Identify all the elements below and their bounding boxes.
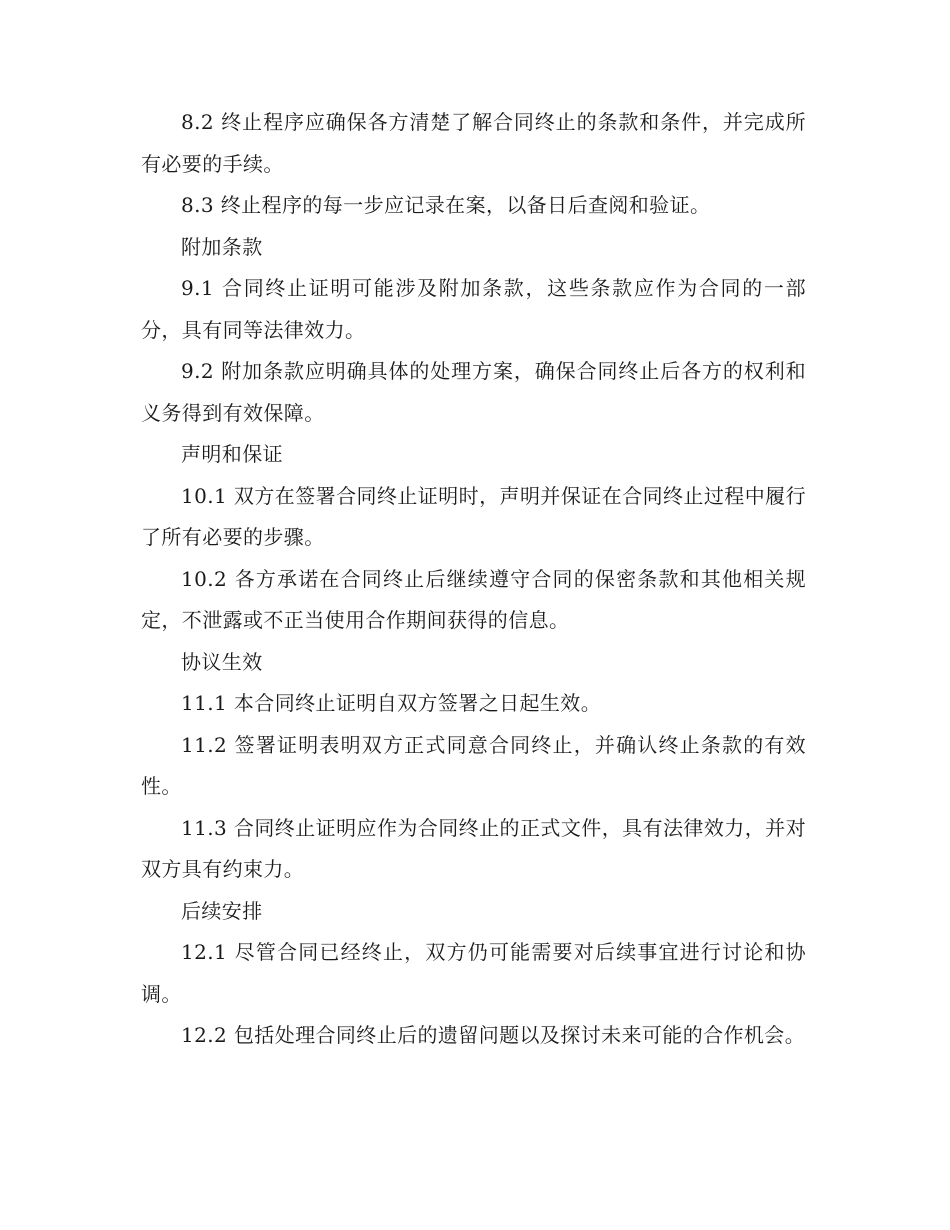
section-heading-additional-terms: 附加条款	[181, 234, 263, 259]
clause-11-1: 11.1 本合同终止证明自双方签署之日起生效。	[181, 691, 602, 715]
clause-9-1: 9.1 合同终止证明可能涉及附加条款，这些条款应作为合同的一部分，具有同等法律效力。	[141, 276, 806, 342]
clause-11-3: 11.3 合同终止证明应作为合同终止的正式文件，具有法律效力，并对双方具有约束力。	[141, 815, 806, 881]
clause-10-2: 10.2 各方承诺在合同终止后继续遵守合同的保密条款和其他相关规定，不泄露或不正当使用合作期间获得的信息。	[141, 566, 806, 632]
clause-8-3: 8.3 终止程序的每一步应记录在案，以备日后查阅和验证。	[181, 193, 711, 217]
clause-10-1: 10.1 双方在签署合同终止证明时，声明并保证在合同终止过程中履行了所有必要的步骤。	[141, 483, 806, 549]
section-heading-representations: 声明和保证	[181, 442, 283, 466]
clause-12-1: 12.1 尽管合同已经终止，双方仍可能需要对后续事宜进行讨论和协调。	[141, 940, 806, 1006]
section-heading-effectiveness: 协议生效	[181, 649, 263, 674]
clause-9-2: 9.2 附加条款应明确具体的处理方案，确保合同终止后各方的权利和义务得到有效保障。	[141, 359, 806, 425]
section-heading-follow-up: 后续安排	[181, 898, 263, 923]
clause-12-2: 12.2 包括处理合同终止后的遗留问题以及探讨未来可能的合作机会。	[181, 1023, 806, 1047]
document-body	[141, 102, 806, 1057]
clause-11-2: 11.2 签署证明表明双方正式同意合同终止，并确认终止条款的有效性。	[141, 732, 806, 798]
clause-8-2: 8.2 终止程序应确保各方清楚了解合同终止的条款和条件，并完成所有必要的手续。	[141, 110, 806, 176]
